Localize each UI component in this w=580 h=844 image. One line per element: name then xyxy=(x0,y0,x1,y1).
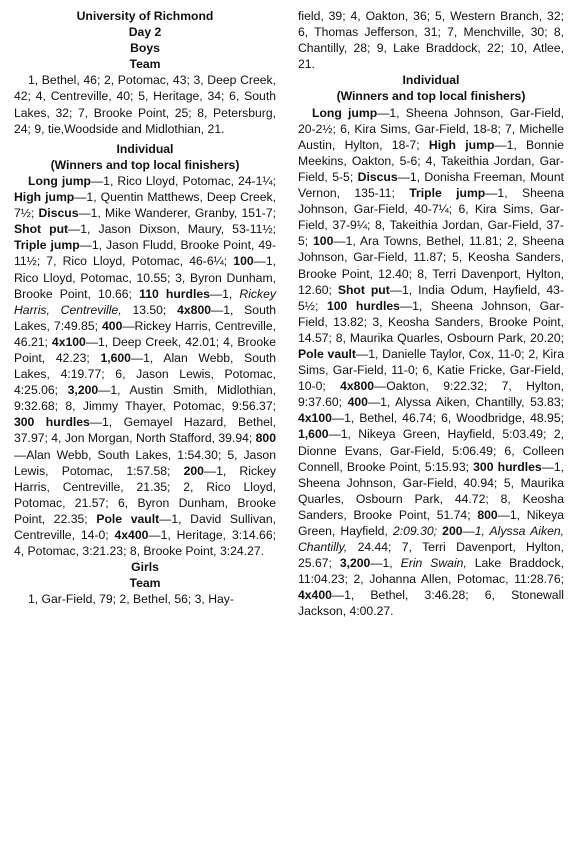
event-name: 3,200 xyxy=(339,556,371,571)
event-name: Long jump xyxy=(28,173,91,188)
left-column xyxy=(14,8,276,607)
event-result: —1, David Sullivan, Centreville, 14-0; xyxy=(14,511,276,542)
day-heading: Day 2 xyxy=(128,25,162,40)
event-result: —1, Sheena Johnson, Gar-Field, 20-2½; 6, Kira Sims, Gar-Field, 18-8; 7, Michelle Austin, Hylton, 18-7; xyxy=(298,105,565,152)
event-name: Shot put xyxy=(337,282,390,297)
event-result: —1, Sheena Johnson, Gar-Field, 40-7¼; 6, Kira Sims, Gar-Field, 37-9¼; 8, Takeithia Jordan, Gar-Field, 37-5; xyxy=(298,186,564,249)
boys-team-results: 1, Bethel, 46; 2, Potomac, 43; 3, Deep Creek, 42; 4, Centreville, 40; 5, Heritage, 34; 6, South Lakes, 32; 7, Brooke Point, 25; 8, Petersburg, 24; 9, tie,Woodside and Midlothian, 21. xyxy=(14,73,276,136)
event-result: —1, Sheena Johnson, Gar-Field, 40.94; 5, Maurika Quarles, Osbourn Park, 44.72; 8, Keosha Sanders, Brooke Point, 51.74; xyxy=(298,459,564,522)
girls-team-results-cont: field, 39; 4, Oakton, 36; 5, Western Branch, 32; 6, Thomas Jefferson, 31; 7, Menchville, 30; 8, Chantilly, 28; 9, Lake Braddock, 22; 10, Atlee, 21. xyxy=(298,9,564,72)
event-result: —1, Donisha Freeman, Mount Vernon, 135-11; xyxy=(298,169,564,201)
girls-team-heading: Team xyxy=(129,576,161,591)
event-result: —1, Sheena Johnson, Gar-Field, 13.82; 3, Keosha Sanders, Brooke Point, 14.57; 8, Maurika Quarles, Osbourn Park, 20.20; xyxy=(298,298,564,345)
boys-individual-results xyxy=(14,173,276,559)
school-heading: University of Richmond xyxy=(76,9,214,23)
event-result: —1, Bethel, 3:46.28; 6, Stonewall Jackson, 4:00.27. xyxy=(298,588,564,619)
event-name: 1,600 xyxy=(100,350,131,365)
event-name: 200 xyxy=(183,463,204,478)
event-result: —1, Gemayel Hazard, Bethel, 37.97; 4, Jon Morgan, North Stafford, 39.94; xyxy=(14,415,276,446)
event-name: Triple jump xyxy=(409,186,486,201)
event-result: —1, Heritage, 3:14.66; 4, Potomac, 3:21.23; 8, Brooke Point, 3:24.27. xyxy=(14,528,276,559)
event-result: —1, xyxy=(209,286,240,301)
event-name: Pole vault xyxy=(298,346,356,361)
event-name: 300 hurdles xyxy=(14,415,90,430)
event-result: —1, India Odum, Hayfield, 43-5½; xyxy=(298,282,564,313)
event-name: 4x400 xyxy=(298,588,332,603)
event-name: 100 hurdles xyxy=(326,298,400,313)
event-result-italic: Rickey Harris, Centreville, xyxy=(14,286,276,317)
event-name: 100 xyxy=(313,234,334,249)
event-result-italic: —1, Alyssa Aiken, Chantilly, xyxy=(298,524,565,555)
event-result: —1, Mike Wanderer, Granby, 151-7; xyxy=(78,206,276,221)
event-name: Discus xyxy=(38,206,79,221)
boys-team-heading: Team xyxy=(129,57,161,72)
event-result: —1, South Lakes, 7:49.85; xyxy=(14,302,277,333)
event-result: —1, Nikeya Green, Hayfield, xyxy=(298,507,564,538)
event-name: 100 xyxy=(233,254,254,269)
event-result: —1, Ara Towns, Bethel, 11.81; 2, Sheena Johnson, Gar-Field, 11.87; 5, Keosha Sanders, Brooke Point, 12.40; 8, Terri Davenport, Hylton, 12.60; xyxy=(298,234,564,297)
event-name: Triple jump xyxy=(14,238,80,253)
event-result: —1, Deep Creek, 42.01; 4, Brooke Point, 42.23; xyxy=(14,334,276,365)
event-name: 4x800 xyxy=(340,379,374,394)
event-name: 4x800 xyxy=(177,302,212,317)
event-result: —1, Rico Lloyd, Potomac, 10.55; 3, Byron Dunham, Brooke Point, 10.66; xyxy=(14,254,276,301)
event-name: 4x100 xyxy=(51,334,86,349)
boys-winners-heading: (Winners and top local finishers) xyxy=(50,157,240,172)
event-name: 3,200 xyxy=(67,383,99,398)
event-result: —1, xyxy=(370,556,401,571)
event-result: —1, Rickey Harris, Centreville, 21.35; 2, Rico Lloyd, Potomac, 21.57; 6, Byron Dunham, Brooke Point, 22.35; xyxy=(14,463,277,526)
event-name: Pole vault xyxy=(96,511,160,526)
event-name: High jump xyxy=(14,190,75,205)
event-name: 200 xyxy=(442,524,463,538)
boys-heading: Boys xyxy=(130,41,160,56)
event-name: 4x100 xyxy=(298,411,332,426)
event-name: 300 hurdles xyxy=(473,459,542,474)
event-result-italic: 2:09.30; xyxy=(392,524,443,538)
event-result: —1, Alyssa Aiken, Chantilly, 53.83; xyxy=(367,395,564,410)
event-name: 800 xyxy=(255,431,276,446)
event-result: —1, Bethel, 46.74; 6, Woodbridge, 48.95; xyxy=(331,411,564,426)
event-result: —1, Alan Webb, South Lakes, 4:19.77; 6, Jason Lewis, Potomac, 4:25.06; xyxy=(14,350,276,398)
event-result: —1, Nikeya Green, Hayfield, 5:03.49; 2, Dionne Evans, Gar-Field, 5:06.49; 6, Colleen Connell, Brooke Point, 5:15.93; xyxy=(298,427,564,474)
boys-individual-heading: Individual xyxy=(116,141,174,156)
girls-individual-heading: Individual xyxy=(402,73,460,88)
event-name: Shot put xyxy=(14,222,69,237)
event-result: —Alan Webb, South Lakes, 1:54.30; 5, Jason Lewis, Potomac, 1:57.58; xyxy=(14,447,276,478)
event-result: —Rickey Harris, Centreville, 46.21; xyxy=(14,318,277,349)
event-result-cont: 24.44; 7, Terri Davenport, Hylton, 25.67; xyxy=(298,540,564,571)
event-name: High jump xyxy=(428,137,495,152)
event-result: —1, Bonnie Meekins, Oakton, 5-6; 4, Takeithia Jordan, Gar-Field, 5-5; xyxy=(298,137,564,184)
event-name: Long jump xyxy=(312,105,378,120)
event-result: —1, Austin Smith, Midlothian, 9:32.68; 8, Jimmy Thayer, Potomac, 9:56.37; xyxy=(14,383,276,414)
event-result: —1, Danielle Taylor, Cox, 11-0; 2, Kira Sims, Gar-Field, 11-0; 6, Katie Fricke, Gar-Field, 10-0; xyxy=(298,346,564,394)
event-result: —1, Rico Lloyd, Potomac, 24-1¼; xyxy=(90,173,276,188)
event-name: 400 xyxy=(347,395,368,410)
event-name: 4x400 xyxy=(114,528,149,542)
event-result: —1, Jason Fludd, Brooke Point, 49-11½; 7, Rico Lloyd, Potomac, 46-6¼; xyxy=(14,238,276,269)
right-column xyxy=(298,8,564,620)
event-result: —1, Quentin Matthews, Deep Creek, 7½; xyxy=(14,190,277,221)
event-name: Discus xyxy=(357,169,398,184)
event-result: —1, Jason Dixson, Maury, 53-11½; xyxy=(68,222,276,237)
event-name: 110 hurdles xyxy=(139,286,210,301)
girls-individual-results xyxy=(298,105,564,620)
event-result-cont: Lake Braddock, 11:04.23; 2, Johanna Allen, Potomac, 11:28.76; xyxy=(298,556,564,587)
girls-heading: Girls xyxy=(131,560,159,575)
event-name: 800 xyxy=(477,507,498,522)
event-result-cont: 13.50; xyxy=(132,302,178,317)
event-name: 400 xyxy=(102,318,123,333)
event-result: —Oakton, 9:22.32; 7, Hylton, 9:37.60; xyxy=(298,379,564,410)
girls-team-results-start: 1, Gar-Field, 79; 2, Bethel, 56; 3, Hay- xyxy=(28,592,234,607)
girls-winners-heading: (Winners and top local finishers) xyxy=(336,89,526,104)
event-result-italic: Erin Swain, xyxy=(400,556,475,571)
event-name: 1,600 xyxy=(298,427,329,442)
